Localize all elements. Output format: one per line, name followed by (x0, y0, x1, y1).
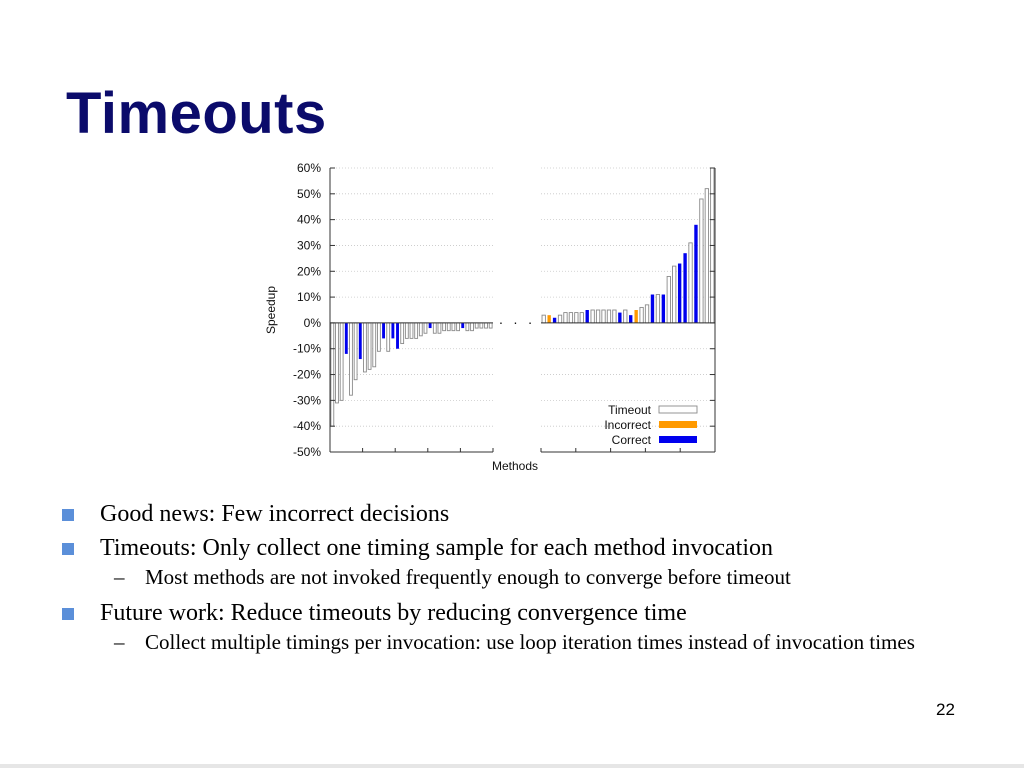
bar-timeout (564, 313, 567, 323)
bullet-list (62, 497, 962, 661)
bar-timeout (640, 307, 643, 322)
bar-timeout (705, 189, 708, 323)
bar-timeout (350, 323, 353, 395)
bar-correct (629, 315, 632, 323)
legend-swatch-incorrect (659, 421, 697, 428)
bar-timeout (419, 323, 422, 336)
y-tick-label: -40% (292, 419, 321, 434)
bar-timeout (645, 305, 648, 323)
bar-timeout (363, 323, 366, 372)
bar-timeout (457, 323, 460, 331)
bullet-future-work (62, 596, 962, 630)
axis-break-label: · · · (498, 313, 536, 330)
bar-correct (359, 323, 362, 359)
bullet-marker-icon (62, 608, 74, 620)
legend-label: Correct (611, 433, 651, 447)
bar-timeout (656, 295, 659, 323)
bullet-text: Good news: Few incorrect decisions (100, 501, 450, 527)
legend-swatch-correct (659, 436, 697, 443)
bullet-marker-icon (62, 509, 74, 521)
y-tick-label: 40% (296, 212, 321, 227)
slide-title: Timeouts (66, 81, 327, 146)
bar-correct (683, 253, 686, 323)
bar-timeout (447, 323, 450, 331)
bar-timeout (673, 266, 676, 323)
bar-timeout (336, 323, 339, 403)
y-tick-label: -50% (292, 445, 321, 459)
sub-bullet-converge (62, 565, 962, 590)
x-axis-label: Methods (491, 459, 539, 473)
dash-icon: – (114, 630, 125, 654)
bar-timeout (591, 310, 594, 323)
sub-bullet-text: Collect multiple timings per invocation: use loop iteration times instead of invocation times (145, 630, 915, 654)
sub-bullet-text: Most methods are not invoked frequently enough to converge before timeout (145, 565, 791, 589)
legend-label: Incorrect (604, 418, 651, 432)
bar-timeout (377, 323, 380, 351)
bar-timeout (471, 323, 474, 331)
bar-correct (391, 323, 394, 338)
bar-timeout (542, 315, 545, 323)
bar-timeout (580, 313, 583, 323)
speedup-chart (255, 158, 725, 480)
legend-swatch-timeout (659, 406, 697, 413)
bar-timeout (424, 323, 427, 333)
bullet-good-news (62, 497, 962, 531)
bar-timeout (443, 323, 446, 331)
bar-timeout (689, 243, 692, 323)
bar-timeout (433, 323, 436, 333)
y-tick-label: 20% (296, 264, 321, 279)
bar-timeout (410, 323, 413, 338)
y-tick-label: 60% (296, 161, 321, 175)
bar-timeout (607, 310, 610, 323)
bullet-text: Timeouts: Only collect one timing sample for each method invocation (100, 535, 773, 561)
bar-timeout (340, 323, 343, 400)
bar-timeout (485, 323, 488, 328)
legend-label: Timeout (608, 403, 651, 417)
y-tick-label: 0% (303, 315, 321, 330)
y-tick-label: -10% (292, 341, 321, 356)
y-tick-label: 30% (296, 238, 321, 253)
bar-incorrect (634, 310, 637, 323)
bar-timeout (558, 315, 561, 323)
y-axis-label: Speedup (264, 285, 278, 335)
bar-correct (618, 313, 621, 323)
bar-timeout (405, 323, 408, 338)
y-tick-label: 10% (296, 290, 321, 305)
bar-timeout (475, 323, 478, 328)
bottom-divider (0, 764, 1024, 768)
bar-correct (429, 323, 432, 328)
bar-timeout (700, 199, 703, 323)
bar-correct (345, 323, 348, 354)
bar-timeout (667, 276, 670, 322)
y-tick-label: -30% (292, 393, 321, 408)
bar-incorrect (547, 315, 550, 323)
bar-correct (678, 264, 681, 323)
bar-timeout (613, 310, 616, 323)
bar-timeout (489, 323, 492, 328)
bar-timeout (401, 323, 404, 344)
bar-timeout (480, 323, 483, 328)
y-tick-label: 50% (296, 186, 321, 201)
bar-correct (553, 318, 556, 323)
bar-timeout (624, 310, 627, 323)
bullet-text: Future work: Reduce timeouts by reducing convergence time (100, 600, 687, 626)
bar-timeout (368, 323, 371, 369)
bar-correct (694, 225, 697, 323)
bullet-timeouts (62, 531, 962, 565)
bar-timeout (596, 310, 599, 323)
bar-timeout (438, 323, 441, 333)
bar-timeout (569, 313, 572, 323)
bar-correct (461, 323, 464, 328)
bar-correct (662, 295, 665, 323)
bar-timeout (373, 323, 376, 367)
bar-correct (396, 323, 399, 349)
bar-timeout (354, 323, 357, 380)
bar-timeout (602, 310, 605, 323)
bar-timeout (466, 323, 469, 331)
bar-timeout (415, 323, 418, 338)
page-number: 22 (936, 700, 955, 719)
bar-correct (586, 310, 589, 323)
bullet-marker-icon (62, 543, 74, 555)
dash-icon: – (114, 565, 125, 589)
bar-timeout (575, 313, 578, 323)
bar-timeout (387, 323, 390, 351)
bar-correct (382, 323, 385, 338)
sub-bullet-loop-timings (62, 630, 962, 655)
bar-timeout (452, 323, 455, 331)
bar-correct (651, 295, 654, 323)
y-tick-label: -20% (292, 367, 321, 382)
